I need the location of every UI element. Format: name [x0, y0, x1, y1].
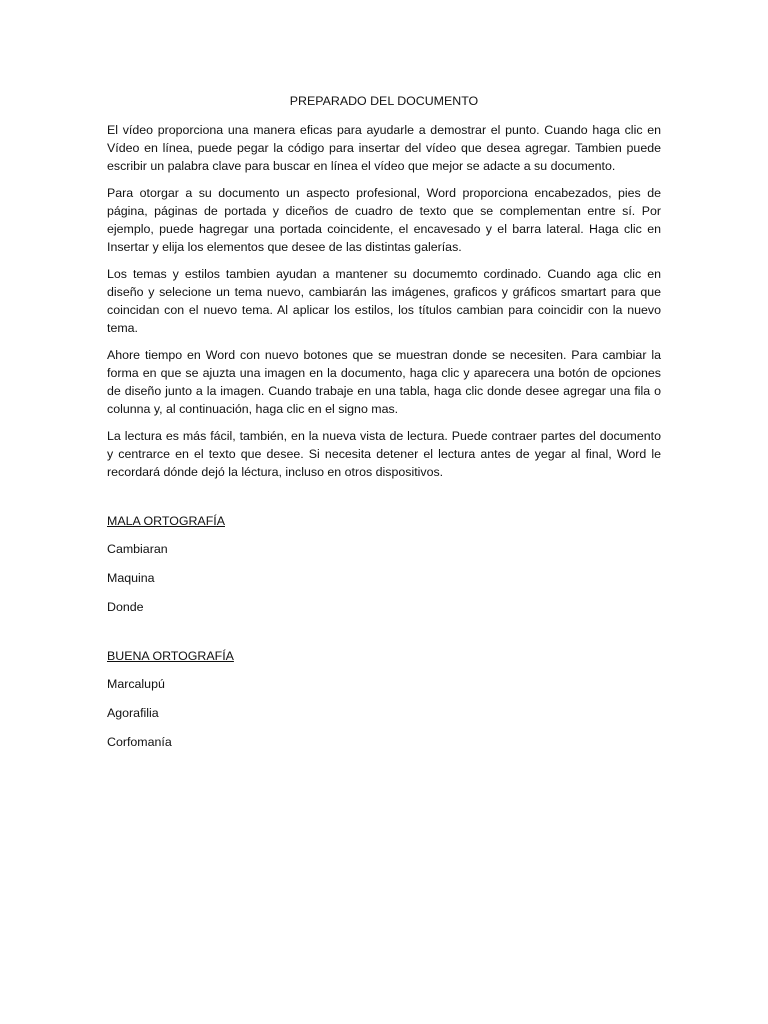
good-spelling-heading: BUENA ORTOGRAFÍA	[107, 649, 234, 663]
bad-spelling-word: Donde	[107, 600, 144, 614]
paragraph-themes-styles: Los temas y estilos tambien ayudan a mantener su documemto cordinado. Cuando aga clic en diseño y selecione un tema nuevo, cambiarán las imágenes, graficos y gráficos smartart para que coincidan con el nuevo tema. Al aplicar los estilos, los títulos cambian para coincidir con la nuevo tema.	[107, 267, 661, 335]
paragraph-reading: La lectura es más fácil, también, en la nueva vista de lectura. Puede contraer partes del documento y centrarce en el texto que desee. Si necesita detener el lectura antes de yegar al final, Word le recordará dónde dejó la léctura, incluso en otros dispositivos.	[107, 429, 661, 479]
good-spelling-word: Corfomanía	[107, 735, 172, 749]
good-spelling-section	[107, 647, 661, 751]
document-title: PREPARADO DEL DOCUMENTO	[289, 94, 479, 108]
bad-spelling-word: Maquina	[107, 571, 155, 585]
bad-spelling-heading: MALA ORTOGRAFÍA	[107, 514, 225, 528]
good-spelling-word: Agorafilia	[107, 706, 159, 720]
good-spelling-word: Marcalupú	[107, 677, 165, 691]
paragraph-professional-look: Para otorgar a su documento un aspecto profesional, Word proporciona encabezados, pies de página, páginas de portada y diceños de cuadro de texto que se complementan entre sí. Por ejemplo, puede hagregar una portada coincidente, el encavesado y el barra lateral. Haga clic en Insertar y elija los elementos que desee de las distintas galerías.	[107, 186, 661, 254]
bad-spelling-word: Cambiaran	[107, 542, 168, 556]
paragraph-video: El vídeo proporciona una manera eficas para ayudarle a demostrar el punto. Cuando haga clic en Vídeo en línea, puede pegar la código para insertar del vídeo que desea agregar. Tambien puede escribir un palabra clave para buscar en línea el vídeo que mejor se adacte a su documento.	[107, 123, 661, 173]
document-body	[107, 92, 661, 762]
bad-spelling-section	[107, 512, 661, 616]
paragraph-save-time: Ahore tiempo en Word con nuevo botones que se muestran donde se necesiten. Para cambiar la forma en que se ajuzta una imagen en la documento, haga clic y aparecera una botón de opciones de diseño junto a la imagen. Cuando trabaje en una tabla, haga clic donde desee agregar una fila o colunna y, al continuación, haga clic en el signo mas.	[107, 348, 661, 416]
